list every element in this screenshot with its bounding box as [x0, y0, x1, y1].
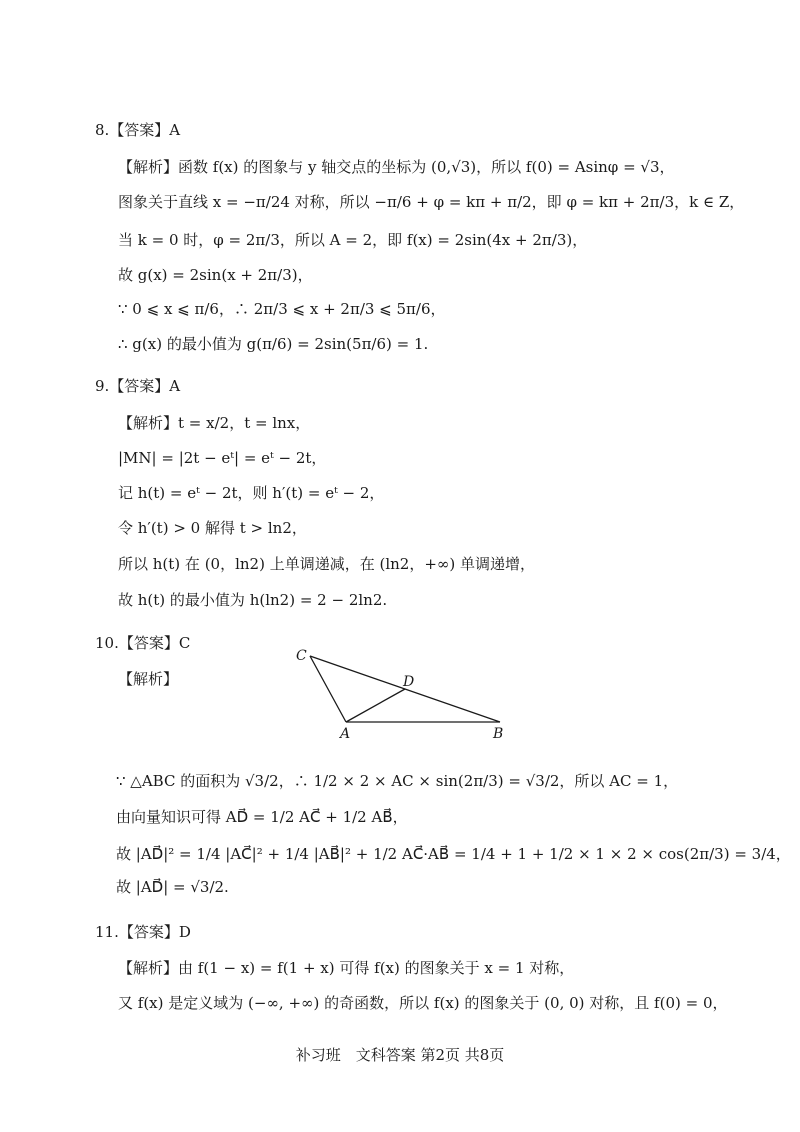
problem-8-header: 8.【答案】A	[95, 121, 181, 139]
problem-10-header: 10.【答案】C	[95, 634, 191, 652]
problem-9-line-3: 记 h(t) = eᵗ − 2t，则 h′(t) = eᵗ − 2，	[118, 484, 385, 502]
problem-11-line-1: 【解析】由 f(1 − x) = f(1 + x) 可得 f(x) 的图象关于 x = 1 对称，	[118, 959, 575, 977]
problem-9-line-1: 【解析】t = x/2，t = lnx，	[118, 414, 311, 432]
triangle-figure	[290, 642, 520, 742]
problem-9-line-4: 令 h′(t) > 0 解得 t > ln2，	[118, 519, 307, 537]
problem-8-line-6: ∴ g(x) 的最小值为 g(π/6) = 2sin(5π/6) = 1.	[118, 335, 429, 353]
problem-9-header: 9.【答案】A	[95, 377, 181, 395]
median-ad	[346, 689, 405, 722]
problem-10-line-1: 【解析】	[118, 670, 179, 688]
label-d: D	[403, 674, 415, 690]
problem-9-line-6: 故 h(t) 的最小值为 h(ln2) = 2 − 2ln2.	[118, 591, 388, 609]
problem-10-line-2: ∵ △ABC 的面积为 √3/2，∴ 1/2 × 2 × AC × sin(2π/3) = √3/2，所以 AC = 1，	[116, 772, 679, 790]
problem-10-line-4: 故 |AD⃗|² = 1/4 |AC⃗|² + 1/4 |AB⃗|² + 1/2 AC⃗·AB⃗ = 1/4 + 1 + 1/2 × 1 × 2 × cos(2π/3) = 3/4，	[116, 845, 791, 863]
problem-11-header: 11.【答案】D	[95, 923, 191, 941]
problem-8-line-5: ∵ 0 ⩽ x ⩽ π/6，∴ 2π/3 ⩽ x + 2π/3 ⩽ 5π/6，	[118, 300, 446, 318]
problem-8-line-4: 故 g(x) = 2sin(x + 2π/3)，	[118, 266, 313, 284]
problem-11-line-2: 又 f(x) 是定义域为 (−∞, +∞) 的奇函数，所以 f(x) 的图象关于 (0, 0) 对称，且 f(0) = 0，	[118, 994, 728, 1012]
problem-8-line-1: 【解析】函数 f(x) 的图象与 y 轴交点的坐标为 (0,√3)，所以 f(0) = Asinφ = √3，	[118, 158, 675, 176]
problem-10-line-3: 由向量知识可得 AD⃗ = 1/2 AC⃗ + 1/2 AB⃗，	[116, 808, 408, 826]
problem-8-line-2: 图象关于直线 x = −π/24 对称，所以 −π/6 + φ = kπ + π/2，即 φ = kπ + 2π/3，k ∈ Z，	[118, 193, 745, 211]
problem-8-line-3: 当 k = 0 时，φ = 2π/3，所以 A = 2，即 f(x) = 2sin(4x + 2π/3)，	[118, 231, 588, 249]
label-b: B	[493, 726, 504, 742]
problem-9-line-2: |MN| = |2t − eᵗ| = eᵗ − 2t，	[118, 449, 327, 467]
side-ca	[310, 656, 346, 722]
page-footer: 补习班 文科答案 第2页 共8页	[295, 1046, 505, 1064]
problem-9-line-5: 所以 h(t) 在 (0，ln2) 上单调递减，在 (ln2，+∞) 单调递增，	[118, 555, 536, 573]
problem-10-line-5: 故 |AD⃗| = √3/2.	[116, 878, 229, 896]
label-a: A	[340, 726, 351, 742]
label-c: C	[296, 648, 307, 664]
